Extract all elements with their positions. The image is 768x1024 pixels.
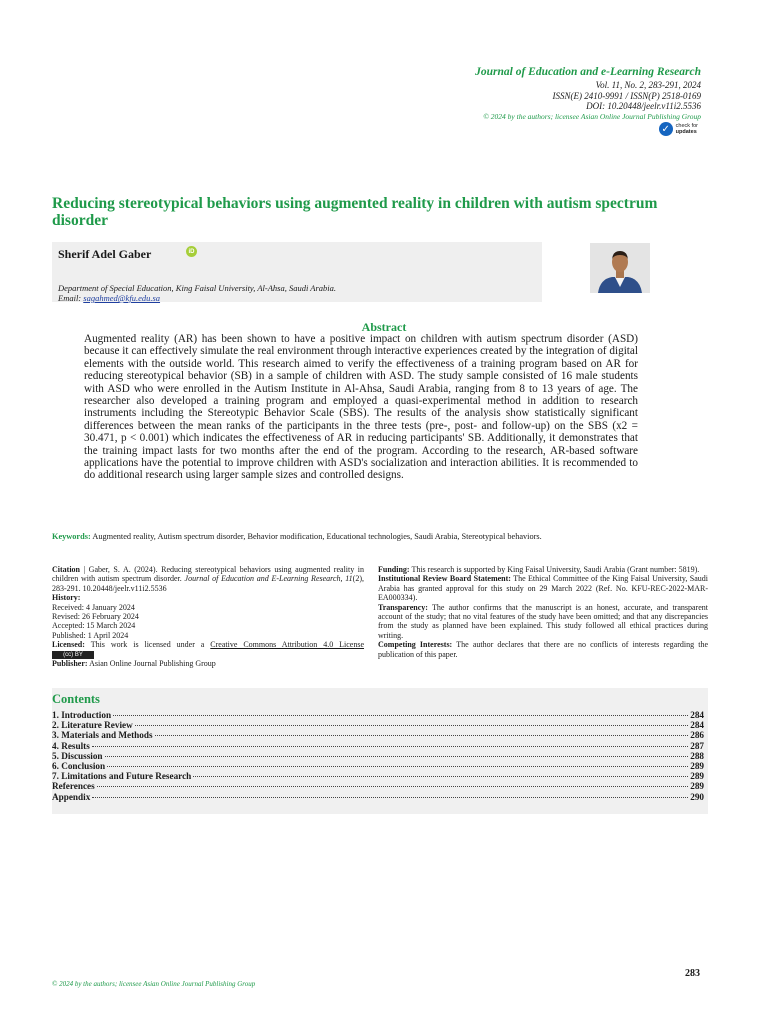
citation-journal: Journal of Education and E-Learning Research, 11	[184, 574, 353, 584]
toc-item[interactable]: 5. Discussion 288	[52, 750, 704, 761]
published-date: Published: 1 April 2024	[52, 630, 129, 640]
toc-item[interactable]: Appendix 290	[52, 791, 704, 802]
revised-date: Revised: 26 February 2024	[52, 612, 139, 622]
received-date: Received: 4 January 2024	[52, 602, 135, 612]
toc-item[interactable]: 6. Conclusion 289	[52, 760, 704, 771]
toc-item[interactable]: References 289	[52, 781, 704, 792]
author-photo	[590, 243, 650, 293]
issn-info: ISSN(E) 2410-9991 / ISSN(P) 2518-0169	[552, 91, 701, 101]
toc-item[interactable]: 7. Limitations and Future Research 289	[52, 771, 704, 782]
funding-text: This research is supported by King Faisal University, Saudi Arabia (Grant number: 5819).	[411, 565, 700, 574]
author-portrait-icon	[590, 243, 650, 293]
competing-label: Competing Interests:	[378, 640, 453, 650]
transparency-text: The author confirms that the manuscript is an honest, accurate, and transparent account of the study; that no vital features of the study have been omitted; and that any discrepancies from the study as planned have been explained. This study followed all ethical practices during writing.	[378, 602, 708, 640]
author-affiliation	[58, 283, 336, 303]
funding-label: Funding:	[378, 565, 410, 574]
check-line-1: check for	[675, 123, 698, 129]
irb-text: The Ethical Committee of the King Faisal University, Saudi Arabia has granted approval for this study on 29 March 2022 (Ref. No. KFU-REC-2022-MAR-EA000334).	[378, 574, 708, 603]
publisher-label: Publisher:	[52, 659, 88, 669]
history-label: History:	[52, 593, 81, 603]
check-for-updates-badge[interactable]	[659, 122, 698, 136]
cc-by-badge[interactable]: (cc) BY	[52, 651, 94, 659]
checkmark-icon: ✓	[659, 122, 673, 136]
paper-title: Reducing stereotypical behaviors using augmented reality in children with autism spectrum disorder	[52, 195, 658, 229]
licensed-label: Licensed:	[52, 640, 85, 650]
author-name: Sherif Adel Gaber	[58, 247, 152, 261]
contents-title: Contents	[52, 692, 100, 706]
citation-text: | Gaber, S. A. (2024). Reducing stereotypical behaviors using augmented reality in children with autism spectrum disorder.	[52, 565, 364, 584]
transparency-label: Transparency:	[378, 602, 428, 612]
competing-text: The author declares that there are no conflicts of interests regarding the publication of this paper.	[378, 640, 708, 659]
abstract-heading: Abstract	[361, 320, 407, 334]
header-copyright: © 2024 by the authors; licensee Asian Online Journal Publishing Group	[483, 112, 701, 121]
check-line-2: updates	[675, 129, 697, 135]
licensed-text: This work is licensed under a	[90, 640, 205, 650]
journal-title: Journal of Education and e-Learning Research	[475, 66, 701, 78]
toc-item[interactable]: 4. Results 287	[52, 740, 704, 751]
email-label: Email:	[58, 293, 82, 303]
keywords-text: Augmented reality, Autism spectrum disorder, Behavior modification, Educational technologies, Saudi Arabia, Stereotypical behaviors.	[92, 532, 542, 541]
orcid-icon[interactable]: iD	[186, 246, 197, 257]
volume-info: Vol. 11, No. 2, 283-291, 2024	[595, 80, 701, 90]
citation-pages: (2), 283-291. 10.20448/jeelr.v11i2.5536	[52, 574, 364, 593]
toc-item[interactable]: 3. Materials and Methods 286	[52, 730, 704, 741]
irb-label: Institutional Review Board Statement:	[378, 574, 511, 584]
accepted-date: Accepted: 15 March 2024	[52, 621, 136, 631]
statements-block	[378, 565, 708, 659]
doi-info: DOI: 10.20448/jeelr.v11i2.5536	[586, 101, 701, 111]
abstract-text: Augmented reality (AR) has been shown to have a positive impact on children with autism spectrum disorder (ASD) because it can effectively simulate the real environment through interactive experiences created by the integration of digital elements with the outside world. This research aimed to verify the effectiveness of a training program based on AR for reducing stereotypical behavior (SB) in a sample of children with ASD. The study sample consisted of 16 male students with ASD who were enrolled in the Autism Institute in Al-Ahsa, Saudi Arabia, ranging from 8 to 13 years of age. The researcher also developed a training program and employed a quasi-experimental method in addition to research instruments including the Stereotypic Behavior Scale (SBS). The results of the analysis show statistically significant differences between the mean ranks of the participants in the three tests (pre-, post- and follow-up) on the SBS (x2 = 30.471, p < 0.001) which indicates the effectiveness of AR in reducing participants' SB. Additionally, it demonstrates that the training impact lasts for two months after the end of the program. According to the research, AR-based software applications have the potential to improve children with ASD's socialization and interaction abilities. It is recommended to do additional research using larger sample sizes and controlled designs.	[84, 333, 638, 482]
toc-item[interactable]: 1. Introduction 284	[52, 710, 704, 720]
page-number: 283	[685, 968, 700, 979]
table-of-contents	[52, 710, 704, 802]
citation-block	[52, 565, 364, 668]
keywords	[52, 532, 708, 542]
license-link[interactable]: Creative Commons Attribution 4.0 License	[210, 640, 365, 650]
toc-item[interactable]: 2. Literature Review 284	[52, 720, 704, 731]
citation-label: Citation	[52, 565, 80, 574]
footer-copyright: © 2024 by the authors; licensee Asian Online Journal Publishing Group	[52, 980, 256, 988]
keywords-label: Keywords:	[52, 532, 91, 541]
publisher-text: Asian Online Journal Publishing Group	[89, 659, 216, 669]
affiliation-text: Department of Special Education, King Faisal University, Al-Ahsa, Saudi Arabia.	[58, 283, 337, 293]
email-link[interactable]: sagahmed@kfu.edu.sa	[83, 293, 161, 303]
